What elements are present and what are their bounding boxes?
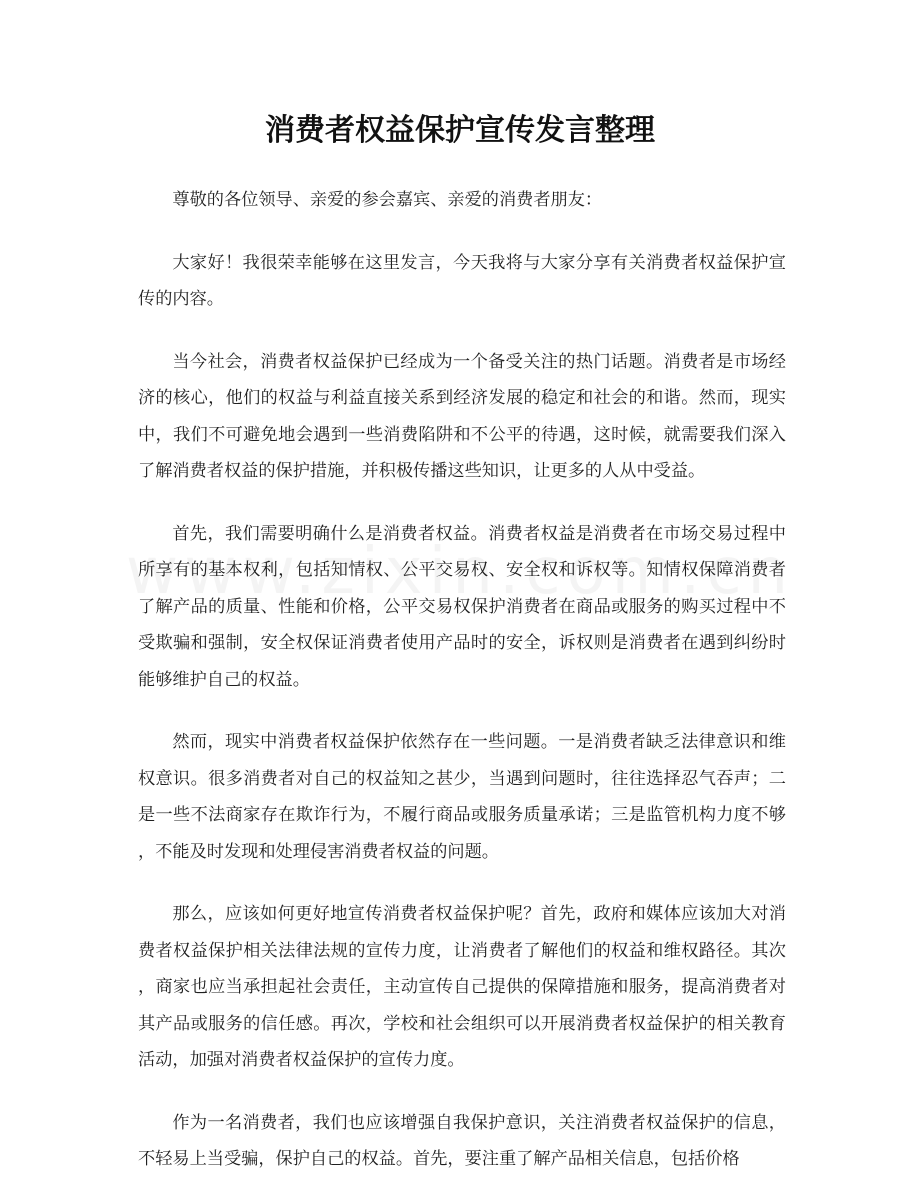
page-title: 消费者权益保护宣传发言整理 bbox=[265, 113, 655, 148]
paragraph-problems: 然而，现实中消费者权益保护依然存在一些问题。一是消费者缺乏法律意识和维权意识。很多消费者对自己的权益知之甚少，当遇到问题时，往往选择忍气吞声；二是一些不法商家存在欺诈行为，不履行商品或服务质量承诺；三是监管机构力度不够，不能及时发现和处理侵害消费者权益的问题。 bbox=[138, 732, 786, 862]
document-body bbox=[138, 182, 786, 1204]
paragraph-promotion: 那么，应该如何更好地宣传消费者权益保护呢？首先，政府和媒体应该加大对消费者权益保护相关法律法规的宣传力度，让消费者了解他们的权益和维权路径。其次，商家也应当承担起社会责任，主动宣传自己提供的保障措施和服务，提高消费者对其产品或服务的信任感。再次，学校和社会组织可以开展消费者权益保护的相关教育活动，加强对消费者权益保护的宣传力度。 bbox=[138, 904, 786, 1070]
paragraph-background: 当今社会，消费者权益保护已经成为一个备受关注的热门话题。消费者是市场经济的核心，他们的权益与利益直接关系到经济发展的稳定和社会的和谐。然而，现实中，我们不可避免地会遇到一些消费陷阱和不公平的待遇，这时候，就需要我们深入了解消费者权益的保护措施，并积极传播这些知识，让更多的人从中受益。 bbox=[138, 351, 786, 481]
paragraph-self-protection: 作为一名消费者，我们也应该增强自我保护意识，关注消费者权益保护的信息，不轻易上当受骗，保护自己的权益。首先，要注重了解产品相关信息，包括价格 bbox=[138, 1112, 786, 1169]
paragraph-salutation: 尊敬的各位领导、亲爱的参会嘉宾、亲爱的消费者朋友： bbox=[172, 190, 603, 210]
paragraph-greeting: 大家好！我很荣幸能够在这里发言，今天我将与大家分享有关消费者权益保护宣传的内容。 bbox=[138, 252, 786, 309]
paragraph-definition: 首先，我们需要明确什么是消费者权益。消费者权益是消费者在市场交易过程中所享有的基本权利，包括知情权、公平交易权、安全权和诉权等。知情权保障消费者了解产品的质量、性能和价格，公平交易权保护消费者在商品或服务的购买过程中不受欺骗和强制，安全权保证消费者使用产品时的安全，诉权则是消费者在遇到纠纷时能够维护自己的权益。 bbox=[138, 523, 786, 690]
